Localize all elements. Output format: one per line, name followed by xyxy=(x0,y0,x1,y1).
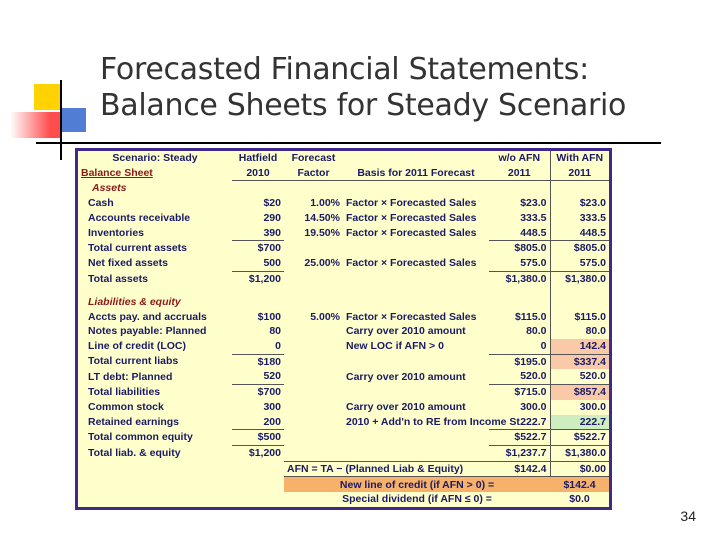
table-row xyxy=(78,309,609,324)
forecast-factor xyxy=(284,339,343,354)
value-2010: $1,200 xyxy=(232,445,284,461)
empty-cell xyxy=(489,287,550,295)
spacer-row xyxy=(78,287,609,295)
value-with-afn: $857.4 xyxy=(550,385,609,400)
empty-cell xyxy=(550,295,609,310)
liabilities-section-label: Liabilities & equity xyxy=(88,295,181,308)
row-label: Total current liabs xyxy=(88,355,179,368)
title-underline xyxy=(36,142,661,144)
value-2010: 500 xyxy=(263,257,281,270)
forecast-factor: 1.00% xyxy=(310,197,340,210)
forecast-basis: 2010 + Add'n to RE from Income St. xyxy=(346,415,523,428)
decor-red-bar xyxy=(10,112,60,138)
value-2010: $100 xyxy=(257,310,281,323)
value-with-afn: 520.0 xyxy=(550,369,609,384)
forecast-factor: 19.50% xyxy=(304,226,340,239)
forecast-basis xyxy=(343,354,489,369)
row-label: Total liab. & equity xyxy=(88,447,181,460)
col-hatfield-header: Hatfield xyxy=(238,152,278,165)
row-label: Inventories xyxy=(88,226,145,239)
empty-cell xyxy=(343,295,489,310)
empty-cell xyxy=(78,461,232,477)
col-wafn-header: With AFN xyxy=(550,151,609,166)
value-2010: $500 xyxy=(232,430,284,446)
value-with-afn: 300.0 xyxy=(550,400,609,415)
row-label: Total current assets xyxy=(88,242,188,255)
table-row xyxy=(78,354,609,369)
decor-yellow-square xyxy=(34,84,60,110)
value-with-afn: $115.0 xyxy=(550,309,609,324)
value-with-afn: $337.4 xyxy=(550,354,609,369)
value-with-afn: 142.4 xyxy=(550,339,609,354)
value-2010: 0 xyxy=(275,339,281,352)
forecast-basis: Carry over 2010 amount xyxy=(346,325,466,338)
value-without-afn: $1,380.0 xyxy=(489,271,550,286)
value-without-afn: 80.0 xyxy=(526,325,547,338)
new-loc-value: $142.4 xyxy=(550,477,609,492)
col-forecast-header: Forecast xyxy=(291,152,336,165)
balance-sheet-spreadsheet xyxy=(75,148,612,510)
row-label: Net fixed assets xyxy=(88,257,168,270)
row-label: Total liabilities xyxy=(88,385,161,398)
row-label: Accts pay. and accruals xyxy=(88,310,207,323)
col-forecast-factor: Factor xyxy=(297,166,330,179)
empty-cell xyxy=(284,295,343,310)
afn-row xyxy=(78,461,609,477)
table-row xyxy=(78,339,609,354)
value-2010: 520 xyxy=(263,370,281,383)
decor-vertical-line xyxy=(60,80,62,160)
forecast-basis: Factor × Forecasted Sales xyxy=(346,226,477,239)
balance-sheet-table xyxy=(78,151,609,507)
value-2010: $700 xyxy=(232,241,284,256)
header-row-1 xyxy=(78,151,609,166)
table-row xyxy=(78,430,609,446)
value-2010: $1,200 xyxy=(232,271,284,286)
value-2010: $180 xyxy=(232,354,284,369)
empty-cell xyxy=(232,295,284,310)
value-with-afn: $522.7 xyxy=(550,430,609,446)
empty-cell xyxy=(343,151,489,166)
afn-formula-label: AFN = TA − (Planned Liab & Equity) xyxy=(284,461,489,477)
table-row xyxy=(78,445,609,461)
forecast-factor xyxy=(284,430,343,446)
forecast-factor xyxy=(284,271,343,286)
slide-title-line-2: Balance Sheets for Steady Scenario xyxy=(100,88,627,123)
value-with-afn: 80.0 xyxy=(550,324,609,339)
empty-cell xyxy=(232,181,284,196)
empty-cell xyxy=(232,461,284,477)
value-without-afn: 575.0 xyxy=(520,257,547,270)
value-without-afn: $115.0 xyxy=(514,310,547,323)
assets-section-row xyxy=(78,181,609,196)
row-label: Retained earnings xyxy=(88,415,180,428)
value-2010: 290 xyxy=(263,212,281,225)
empty-cell xyxy=(232,477,284,492)
row-label: Total common equity xyxy=(88,431,193,444)
col-woafn-year: 2011 xyxy=(507,166,531,179)
value-without-afn: $23.0 xyxy=(520,197,547,210)
table-row xyxy=(78,241,609,256)
special-dividend-label: Special dividend (if AFN ≤ 0) = xyxy=(342,493,492,506)
col-basis-header: Basis for 2011 Forecast xyxy=(357,166,475,179)
value-2010: 200 xyxy=(263,415,281,428)
value-without-afn: $805.0 xyxy=(489,241,550,256)
row-label: LT debt: Planned xyxy=(88,370,173,383)
scenario-label: Scenario: Steady xyxy=(112,152,198,165)
table-row xyxy=(78,226,609,241)
forecast-basis xyxy=(343,445,489,461)
forecast-basis xyxy=(343,385,489,400)
new-loc-row xyxy=(78,477,609,492)
value-2010: $700 xyxy=(232,385,284,400)
value-2010: 80 xyxy=(269,325,281,338)
value-with-afn: $23.0 xyxy=(550,196,609,211)
assets-section-label: Assets xyxy=(92,182,127,195)
balance-sheet-label: Balance Sheet xyxy=(81,167,153,180)
empty-cell xyxy=(78,492,232,507)
table-row xyxy=(78,196,609,211)
empty-cell xyxy=(232,492,284,507)
empty-cell xyxy=(78,477,232,492)
empty-cell xyxy=(232,287,284,295)
value-2010: 390 xyxy=(263,226,281,239)
empty-cell xyxy=(550,181,609,196)
value-without-afn: $522.7 xyxy=(489,430,550,446)
special-dividend-value: $0.0 xyxy=(569,493,590,506)
col-hatfield-year: 2010 xyxy=(246,166,270,179)
forecast-basis xyxy=(343,241,489,256)
row-label: Total assets xyxy=(88,272,148,285)
value-without-afn: 222.7 xyxy=(520,415,547,428)
row-label: Line of credit (LOC) xyxy=(88,340,186,353)
col-wafn-year: 2011 xyxy=(550,166,609,181)
forecast-basis: New LOC if AFN > 0 xyxy=(346,340,444,353)
new-loc-label: New line of credit (if AFN > 0) = xyxy=(284,477,550,492)
value-without-afn: 0 xyxy=(540,339,547,352)
forecast-factor xyxy=(284,385,343,400)
table-row xyxy=(78,400,609,415)
forecast-basis: Carry over 2010 amount xyxy=(346,370,466,383)
value-without-afn: 448.5 xyxy=(520,226,547,239)
forecast-factor xyxy=(284,400,343,415)
forecast-basis: Factor × Forecasted Sales xyxy=(346,310,477,323)
forecast-basis: Carry over 2010 amount xyxy=(346,400,466,413)
table-row xyxy=(78,385,609,400)
value-with-afn: 575.0 xyxy=(550,256,609,271)
empty-cell xyxy=(343,181,489,196)
value-without-afn: 333.5 xyxy=(520,212,547,225)
afn-with: $0.00 xyxy=(550,461,609,477)
value-without-afn: $715.0 xyxy=(489,385,550,400)
empty-cell xyxy=(489,295,550,310)
header-row-2 xyxy=(78,166,609,181)
value-without-afn: $195.0 xyxy=(489,354,550,369)
forecast-factor xyxy=(284,445,343,461)
row-label: Cash xyxy=(88,197,114,210)
forecast-factor xyxy=(284,369,343,384)
table-row xyxy=(78,369,609,384)
forecast-basis xyxy=(343,271,489,286)
empty-cell xyxy=(550,287,609,295)
afn-without: $142.4 xyxy=(489,461,550,477)
value-with-afn: $1,380.0 xyxy=(550,445,609,461)
forecast-factor xyxy=(284,241,343,256)
row-label: Accounts receivable xyxy=(88,212,191,225)
table-row xyxy=(78,211,609,226)
empty-cell xyxy=(343,287,489,295)
value-2010: $20 xyxy=(263,197,281,210)
forecast-factor: 14.50% xyxy=(304,212,340,225)
empty-cell xyxy=(284,181,343,196)
row-label: Notes payable: Planned xyxy=(88,325,207,338)
table-row xyxy=(78,324,609,339)
forecast-basis xyxy=(343,430,489,446)
special-dividend-row xyxy=(78,492,609,507)
liabilities-section-row xyxy=(78,295,609,310)
forecast-basis: Factor × Forecasted Sales xyxy=(346,212,477,225)
value-with-afn: 222.7 xyxy=(550,415,609,430)
forecast-factor xyxy=(284,415,343,430)
decor-blue-square xyxy=(62,108,86,132)
value-with-afn: 333.5 xyxy=(550,211,609,226)
forecast-factor xyxy=(284,354,343,369)
slide-title-line-1: Forecasted Financial Statements: xyxy=(100,52,589,87)
empty-cell xyxy=(78,287,232,295)
table-row xyxy=(78,415,609,430)
value-without-afn: 520.0 xyxy=(520,370,547,383)
value-without-afn: 300.0 xyxy=(520,400,547,413)
value-2010: 300 xyxy=(263,400,281,413)
forecast-factor xyxy=(284,324,343,339)
forecast-basis: Factor × Forecasted Sales xyxy=(346,257,477,270)
row-label: Common stock xyxy=(88,400,164,413)
forecast-basis: Factor × Forecasted Sales xyxy=(346,197,477,210)
forecast-factor: 25.00% xyxy=(304,257,340,270)
col-woafn-header: w/o AFN xyxy=(498,152,541,165)
table-row xyxy=(78,256,609,271)
value-with-afn: $1,380.0 xyxy=(550,271,609,286)
value-with-afn: $805.0 xyxy=(550,241,609,256)
page-number: 34 xyxy=(680,508,696,524)
value-with-afn: 448.5 xyxy=(550,226,609,241)
empty-cell xyxy=(489,181,550,196)
empty-cell xyxy=(284,287,343,295)
value-without-afn: $1,237.7 xyxy=(489,445,550,461)
table-row xyxy=(78,271,609,286)
forecast-factor: 5.00% xyxy=(310,310,340,323)
